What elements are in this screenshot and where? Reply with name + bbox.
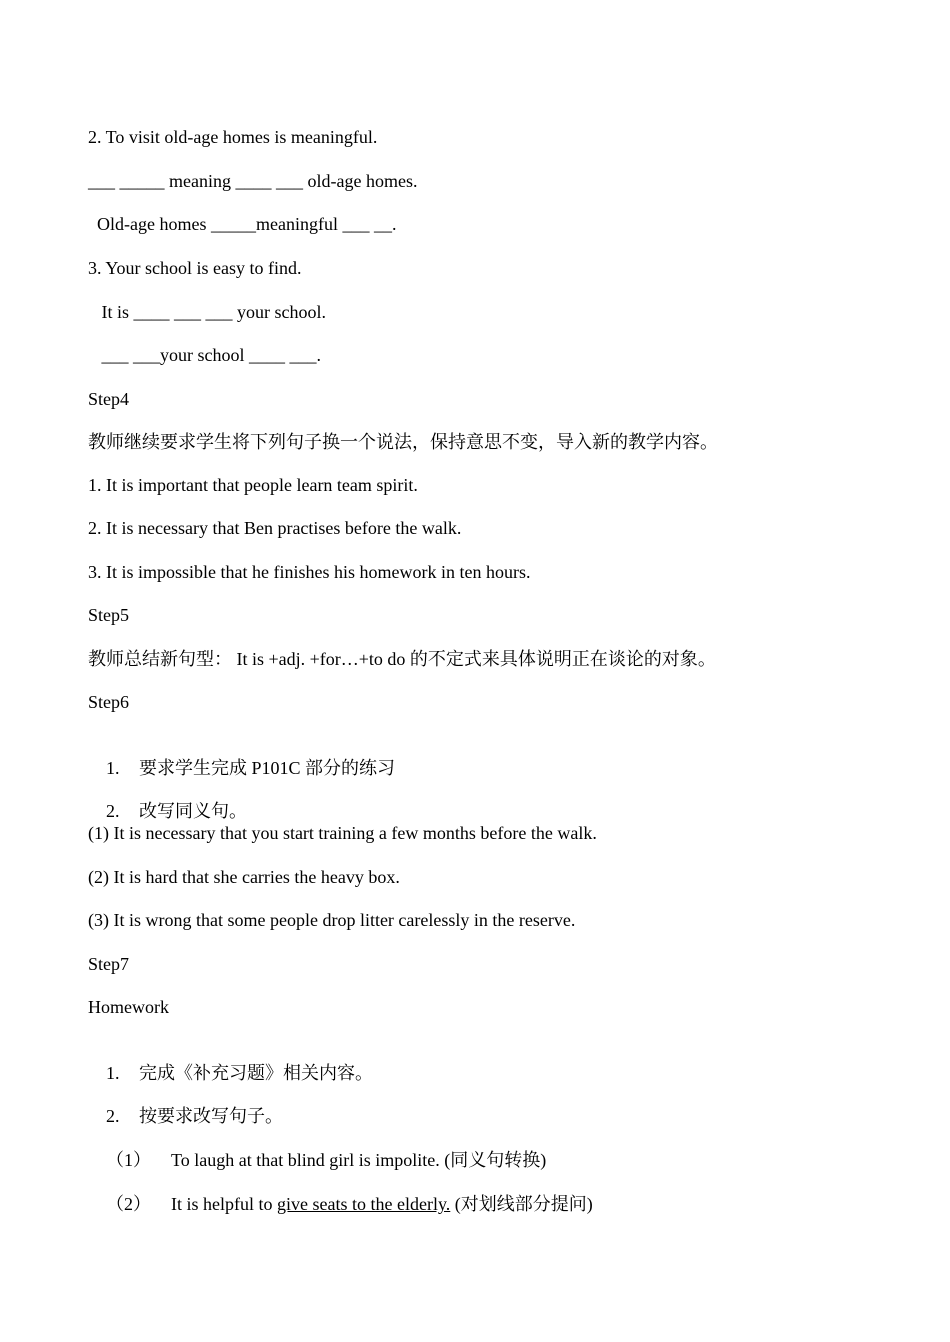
step6-item-1 (88, 735, 396, 778)
step7-task-2-number: （2） (106, 1194, 151, 1214)
step7-task-2-underlined: give seats to the elderly. (277, 1194, 451, 1214)
step7-task-2 (88, 1171, 593, 1214)
step5-summary: 教师总结新句型： It is +adj. +for…+to do 的不定式来具体说明正在谈论的对象。 (88, 649, 716, 669)
step7-task-2-pre: It is helpful to (171, 1194, 277, 1214)
step7-task-1-text: To laugh at that blind girl is impolite. (同义句转换) (171, 1150, 547, 1170)
step7-heading: Step7 (88, 954, 130, 974)
item2-sentence: 2. To visit old-age homes is meaningful. (88, 127, 378, 147)
step7-task-2-post: (对划线部分提问) (450, 1194, 593, 1214)
step6-item-2-text: 改写同义句。 (139, 801, 247, 821)
item3-rewrite-1: It is ____ ___ ___ your school. (88, 302, 326, 322)
step7-task-1-number: （1） (106, 1150, 151, 1170)
step7-item-2 (88, 1083, 283, 1126)
step6-item-2-number: 2. (106, 801, 120, 821)
step6-sentence-2: (2) It is hard that she carries the heavy box. (88, 867, 400, 887)
step6-sentence-1: (1) It is necessary that you start training a few months before the walk. (88, 823, 597, 843)
item2-rewrite-2: Old-age homes _____meaningful ___ __. (88, 214, 397, 234)
step7-item-2-number: 2. (106, 1106, 120, 1126)
step4-instruction: 教师继续要求学生将下列句子换一个说法，保持意思不变，导入新的教学内容。 (88, 432, 718, 452)
step6-item-2 (88, 778, 247, 821)
step7-item-1-text: 完成《补充习题》相关内容。 (139, 1063, 373, 1083)
step6-item-1-text: 要求学生完成 P101C 部分的练习 (139, 758, 396, 778)
step5-heading: Step5 (88, 605, 130, 625)
step4-sentence-3: 3. It is impossible that he finishes his homework in ten hours. (88, 562, 531, 582)
step4-sentence-2: 2. It is necessary that Ben practises before the walk. (88, 518, 462, 538)
step7-item-1 (88, 1040, 373, 1083)
step6-sentence-3: (3) It is wrong that some people drop litter carelessly in the reserve. (88, 910, 576, 930)
item3-rewrite-2: ___ ___your school ____ ___. (88, 345, 321, 365)
step4-sentence-1: 1. It is important that people learn team spirit. (88, 475, 418, 495)
step7-task-1 (88, 1127, 547, 1170)
step7-subheading: Homework (88, 997, 169, 1017)
item2-rewrite-1: ___ _____ meaning ____ ___ old-age homes. (88, 171, 418, 191)
step7-item-2-text: 按要求改写句子。 (139, 1106, 283, 1126)
step6-item-1-number: 1. (106, 758, 120, 778)
step4-heading: Step4 (88, 389, 130, 409)
item3-sentence: 3. Your school is easy to find. (88, 258, 302, 278)
step6-heading: Step6 (88, 692, 130, 712)
step7-item-1-number: 1. (106, 1063, 120, 1083)
